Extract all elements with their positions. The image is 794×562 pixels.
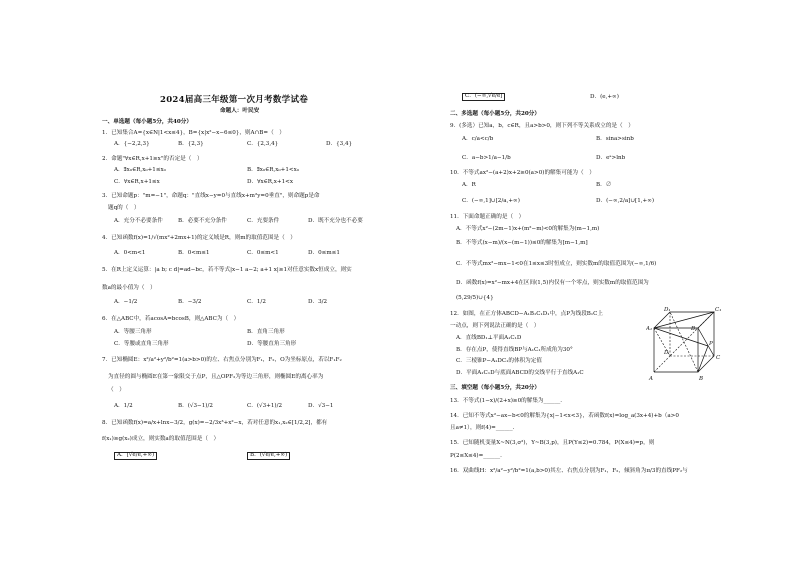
q7-option-c[interactable]: C．(√3+1)/2	[247, 403, 283, 409]
label-c1: C₁	[715, 307, 722, 313]
section-heading-fill-in: 三、填空题（每小题5分，共20分）	[450, 385, 540, 391]
q4-option-c[interactable]: C．0≤m<1	[247, 250, 279, 256]
question-7-line-1: 7．已知椭圆E：x²/a²+y²/b²=1(a>b>0)的左、右焦点分别为F₁，F₂，O为坐标原点，若以F₁F₂	[102, 357, 342, 363]
q11-option-d-continued: (5,29/5)∪{4}	[456, 295, 494, 301]
q8-option-b[interactable]: B．(√e/e,+∞)	[247, 452, 290, 460]
q6-option-d[interactable]: D．等腰直角三角形	[247, 341, 297, 347]
q1-option-b[interactable]: B．{2,3}	[178, 141, 204, 147]
q11-option-c[interactable]: C．不等式mx²−mx−1<0在1≤x≤3时恒成立，则实数m的取值范围为(−∞,1/6)	[456, 261, 657, 267]
q12-option-c[interactable]: C．三棱锥P−A₁DC₁的体积为定值	[456, 358, 542, 364]
question-4: 4．已知函数f(x)=1/√(mx²+2mx+1)的定义域是R，则m的取值范围是（ ）	[102, 235, 296, 241]
q6-option-b[interactable]: B．直角三角形	[247, 329, 285, 335]
q3-option-c[interactable]: C．充要条件	[247, 218, 280, 224]
question-6: 6．在△ABC中，若acosA=bcosB，则△ABC为（ ）	[102, 316, 240, 322]
q9-option-b[interactable]: B．sina>sinb	[596, 136, 634, 142]
q1-option-a[interactable]: A．{−2,2,3}	[114, 141, 150, 147]
label-c: C	[716, 355, 721, 361]
question-5-line-2: 数a的最小值为（ ）	[102, 285, 156, 291]
q2-option-a[interactable]: A．∃x₀∈R,x₀+1≤x₀	[114, 167, 166, 173]
q6-option-a[interactable]: A．等腰三角形	[114, 329, 152, 335]
q5-option-a[interactable]: A．−1/2	[114, 299, 138, 305]
q1-option-d[interactable]: D．{3,4}	[326, 141, 353, 147]
q9-option-d[interactable]: D．eᵃ>lnb	[596, 155, 626, 161]
q11-option-d[interactable]: D．函数f(x)=x²−mx+4在区间(1,5)内仅有一个零点，则实数m的取值范围为	[456, 280, 649, 286]
label-b: B	[699, 376, 704, 382]
q9-option-c[interactable]: C．a−b>1/a−1/b	[462, 155, 511, 161]
q9-option-a[interactable]: A．c/a<c/b	[462, 136, 494, 142]
q2-option-b[interactable]: B．∃x₀∈R,x₀+1<x₀	[247, 167, 299, 173]
diagonal-bd1	[670, 312, 698, 372]
question-12-line-1: 12．如图，在正方体ABCD−A₁B₁C₁D₁中，点P为线段B₁C上	[450, 311, 604, 317]
question-8-line-2: f(x₁)≥g(x₂)成立，则实数a的取值范围是（ ）	[102, 436, 220, 442]
question-1: 1．已知集合A={x∈N|1<x≤4}，B={x|x²−x−6≤0}，则A∩B=（ ）	[102, 130, 285, 136]
label-a1: A₁	[646, 326, 653, 332]
question-15-line-2: P(2≤X≤4)=______.	[450, 453, 502, 459]
q2-option-c[interactable]: C．∀x∈R,x+1≤x	[114, 179, 160, 185]
q10-option-b[interactable]: B．∅	[596, 182, 612, 188]
q12-option-a[interactable]: A．直线BD₁⊥平面A₁C₁D	[456, 335, 522, 341]
label-a: A	[649, 376, 653, 382]
q3-option-a[interactable]: A．充分不必要条件	[114, 218, 163, 224]
page-title: 2024届高三年级第一次月考数学试卷	[160, 95, 309, 105]
q4-option-b[interactable]: B．0<m≤1	[178, 250, 210, 256]
q11-option-a[interactable]: A．不等式x²−(2m−1)x+(m²−m)<0的解集为(m−1,m)	[456, 226, 600, 232]
q10-option-c[interactable]: C．(−∞,1]∪[2/a,+∞)	[462, 198, 520, 204]
segment-bp	[698, 346, 708, 372]
question-9: 9．(多选）已知a，b，c∈R，且a>b>0，则下列不等关系成立的是（ ）	[450, 123, 634, 129]
q12-option-d[interactable]: D．平面A₁C₁D与底面ABCD的交线平行于直线A₁C	[456, 370, 584, 376]
question-2: 2．命题"∀x∈R,x+1≥x"的否定是（ ）	[102, 156, 203, 162]
question-11: 11．下面命题正确的是（ ）	[450, 214, 525, 220]
q2-option-d[interactable]: D．∀x∈R,x+1<x	[247, 179, 293, 185]
q7-option-a[interactable]: A．1/2	[114, 403, 133, 409]
q7-option-b[interactable]: B．(√3−1)/2	[178, 403, 213, 409]
q3-option-b[interactable]: B．必要不充分条件	[178, 218, 227, 224]
q7-option-d[interactable]: D．√3−1	[308, 403, 334, 409]
question-3-line-2: 题q的（ ）	[108, 205, 140, 211]
q5-option-d[interactable]: D．3/2	[308, 299, 328, 305]
question-8-line-1: 8．已知函数f(x)=a/x+lnx−3/2，g(x)=−2/3x³+x²−x，若对任意的x₁,x₂∈[1/2,2]，都有	[102, 420, 328, 426]
cube-hidden-edge	[654, 356, 670, 372]
q5-option-c[interactable]: C．1/2	[247, 299, 266, 305]
q10-option-a[interactable]: A．R	[462, 182, 476, 188]
question-15-line-1: 15．已知随机变量X~N(3,σ²)，Y~B(3,p)，且P(Y≤2)=0.784，P(X≤4)=p，则	[450, 440, 655, 446]
author-line: 命题人：叶民安	[220, 108, 260, 114]
q6-option-c[interactable]: C．等腰或直角三角形	[114, 341, 169, 347]
q8-option-a[interactable]: A．[√e/e,+∞)	[114, 452, 157, 460]
q8-option-d[interactable]: D．(e,+∞)	[590, 94, 619, 100]
question-10: 10．不等式ax²−(a+2)x+2≥0(a>0)的解集可能为（ ）	[450, 170, 595, 176]
question-13: 13．不等式(1−x)/(2+x)≥0的解集为______.	[450, 398, 563, 404]
q4-option-d[interactable]: D．0≤m≤1	[308, 250, 340, 256]
label-d1: D₁	[664, 307, 671, 313]
q3-option-d[interactable]: D．既不充分也不必要	[308, 218, 363, 224]
q4-option-a[interactable]: A．0<m<1	[114, 250, 146, 256]
cube-diagram	[646, 306, 726, 386]
section-heading-single-choice: 一、单选题（每小题5分，共40分）	[102, 119, 192, 125]
q8-option-c[interactable]: C．(−∞,√e/e]	[462, 93, 505, 101]
section-heading-multi-choice: 二、多选题（每小题5分，共20分）	[450, 111, 540, 117]
question-12-line-2: 一动点，则下列说法正确的是（ ）	[450, 323, 540, 329]
question-14-line-1: 14．已知不等式x²−ax−b<0的解集为{x|−1<x<3}，若函数f(x)=log_a(3x+4)+b（a>0	[450, 413, 679, 419]
question-14-line-2: 且a≠1），则f(4)=______.	[450, 425, 515, 431]
q10-option-d[interactable]: D．(−∞,2/a]∪[1,+∞)	[596, 198, 655, 204]
q1-option-c[interactable]: C．{2,3,4}	[247, 141, 279, 147]
question-5-line-1: 5．在R上定义运算：|a b; c d|=ad−bc，若不等式|x−1 a−2; a+1 x|≥1对任意实数x恒成立，则实	[102, 267, 352, 273]
question-7-line-3: （ ）	[108, 387, 125, 393]
q5-option-b[interactable]: B．−3/2	[178, 299, 202, 305]
label-p: P	[709, 341, 713, 347]
question-3-line-1: 3．已知命题p："m=−1"，命题q："直线x−y=0与直线x+m²y=0垂直"，则命题p是命	[102, 193, 320, 199]
question-16: 16．双曲线H：x²/a²−y²/b²=1(a,b>0)其左、右焦点分别为F₁，F₂，倾斜角为π/3的直线PF₂与	[450, 468, 688, 474]
diagonal-a1c1	[654, 312, 714, 328]
q12-option-b[interactable]: B．存在点P，使得直线BP与A₁C₁所成角为30°	[456, 347, 573, 353]
question-7-line-2: 为直径的圆与椭圆E在第一象限交于点P，且△OPF₂为等边三角形，则椭圆E的离心率为	[108, 374, 324, 380]
label-d: D	[664, 350, 669, 356]
q11-option-b[interactable]: B．不等式(x−m)/(x−(m−1))≤0的解集为[m−1,m]	[456, 240, 588, 246]
label-b1: B₁	[691, 326, 698, 332]
